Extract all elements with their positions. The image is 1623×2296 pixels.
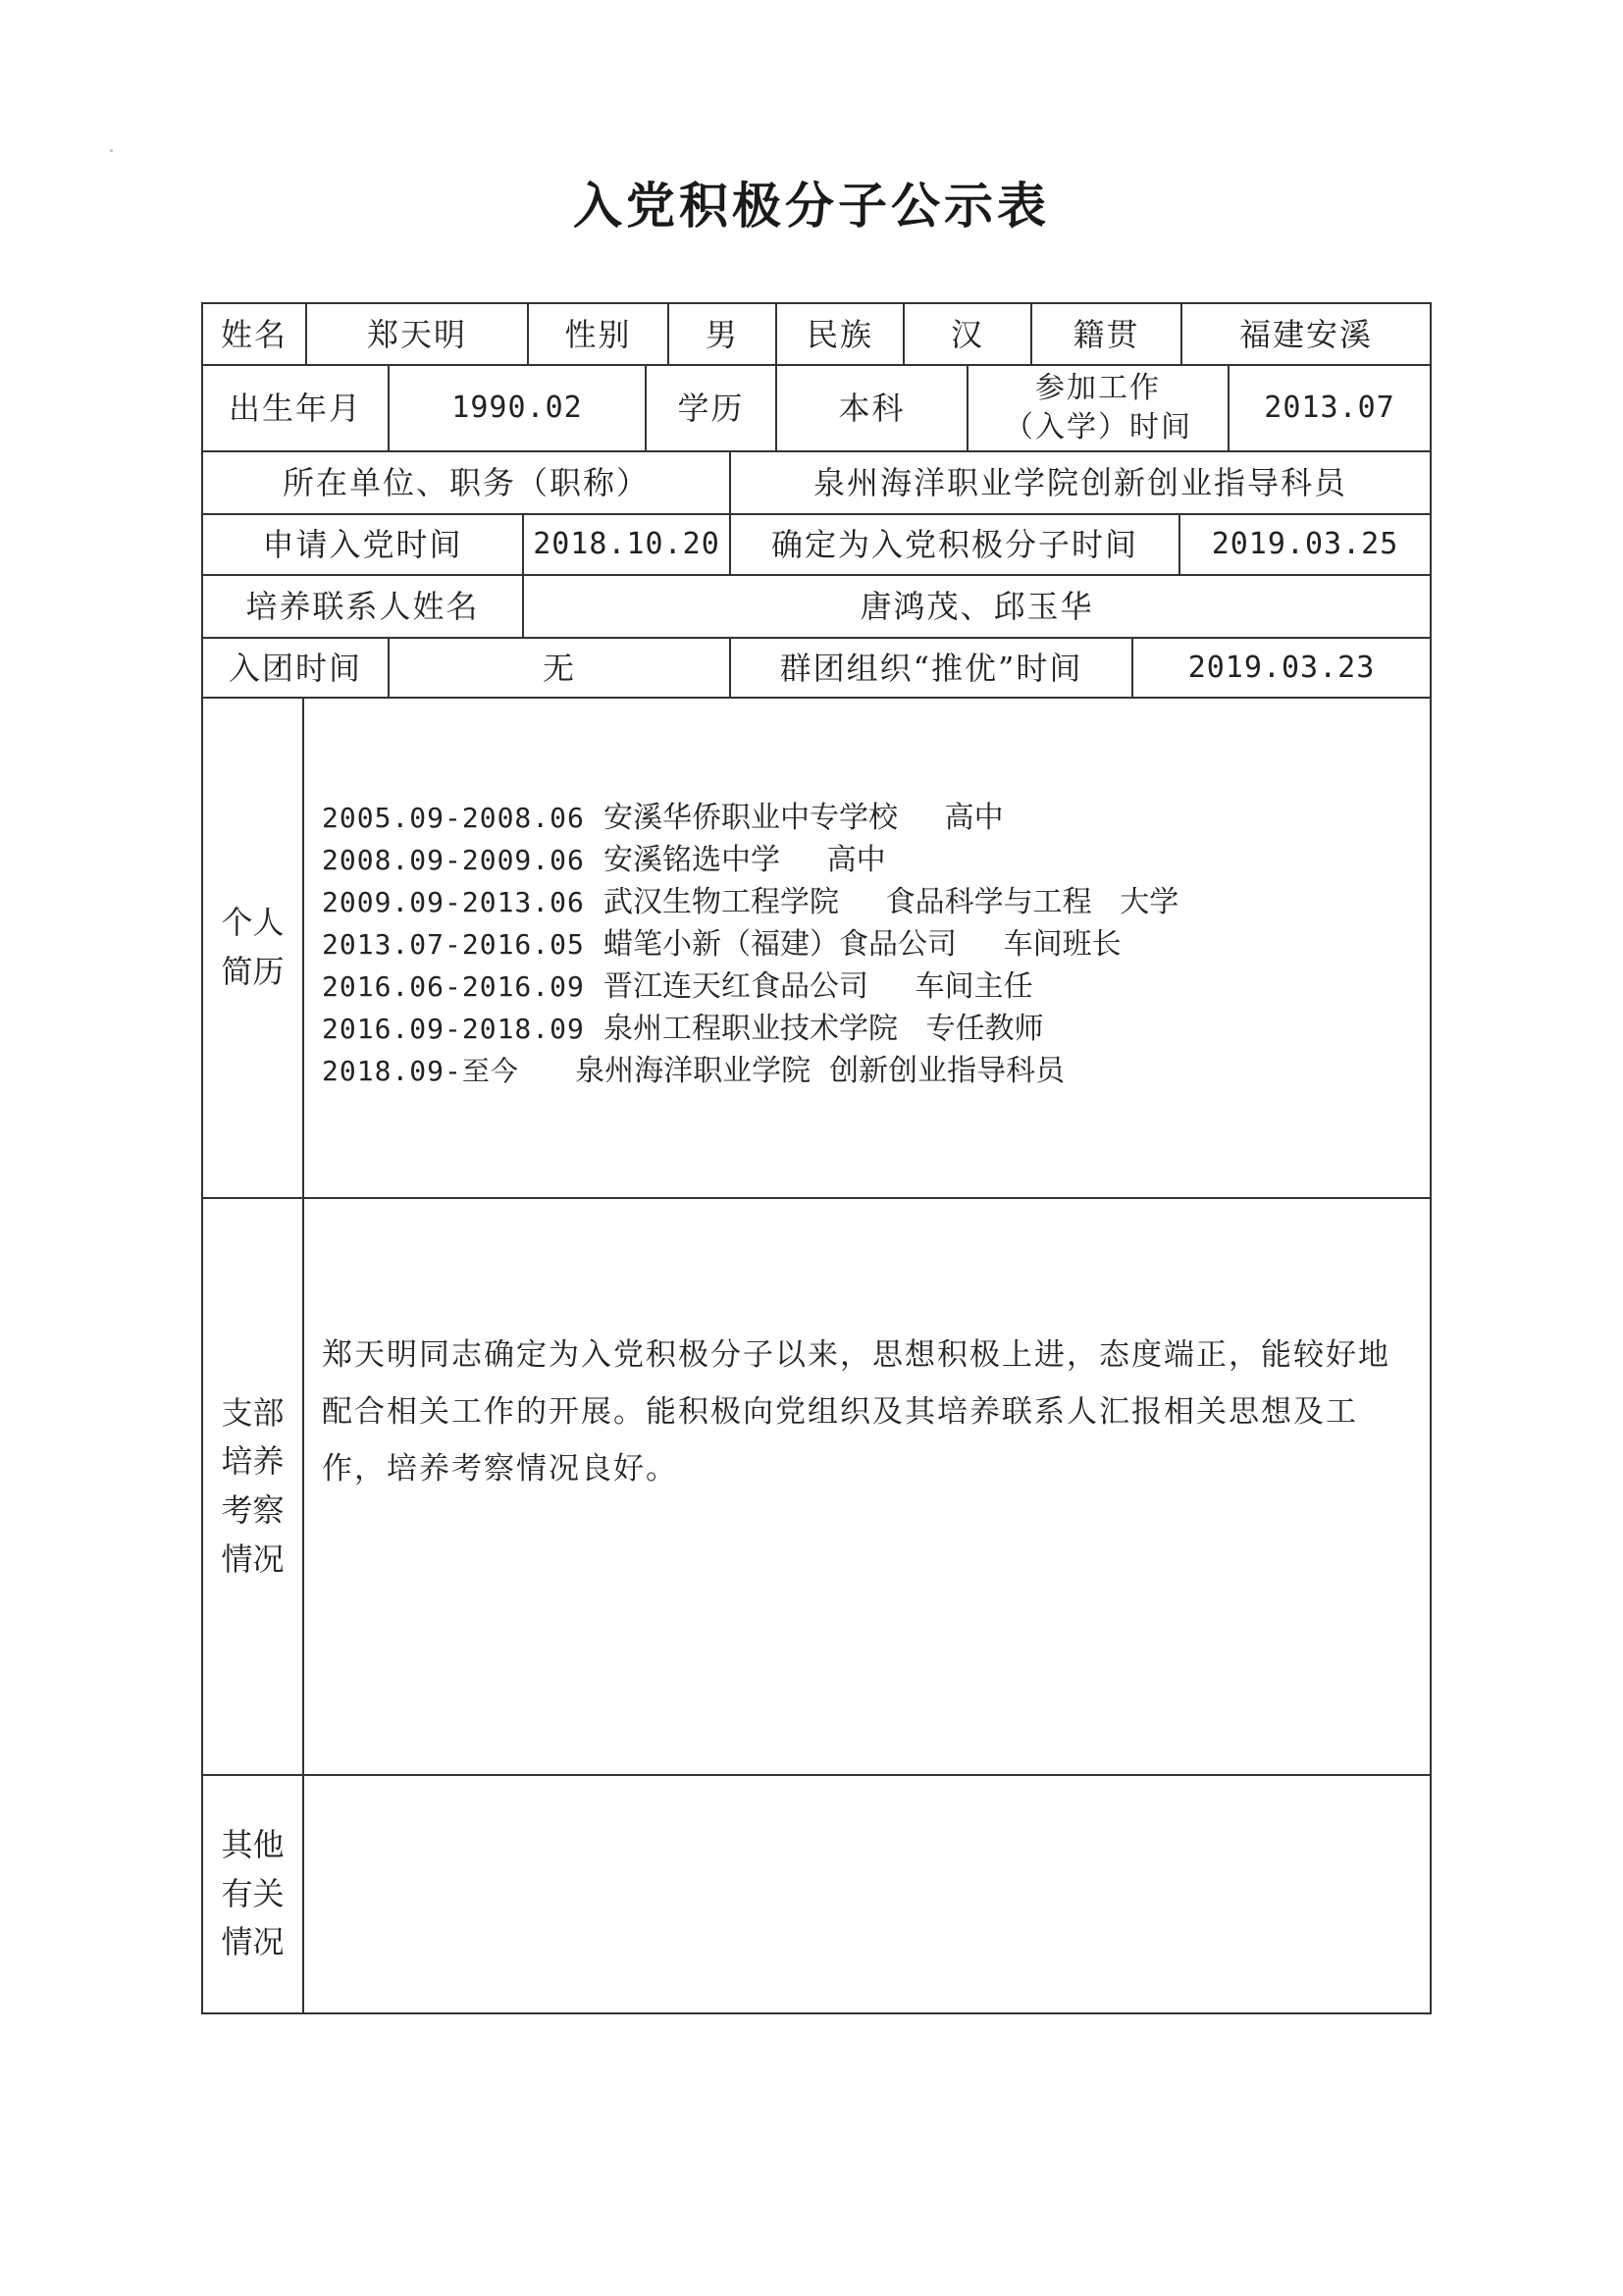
resume-entry-date: 2016.09-2018.09 bbox=[322, 1013, 585, 1045]
resume-entry bbox=[322, 965, 1178, 1008]
page-title: 入党积极分子公示表 bbox=[573, 178, 1050, 235]
resume-entry-date: 2016.06-2016.09 bbox=[322, 970, 585, 1003]
work-start-label-line2: （入学）时间 bbox=[1004, 410, 1192, 444]
league-date-value: 无 bbox=[390, 639, 731, 697]
contact-value: 唐鸿茂、邱玉华 bbox=[860, 588, 1094, 625]
gender-value: 男 bbox=[669, 304, 777, 364]
other-label: 其他有关情况 bbox=[221, 1826, 285, 1961]
name-value: 郑天明 bbox=[307, 304, 529, 364]
resume-entry bbox=[322, 839, 1178, 881]
section-assessment bbox=[203, 1199, 1430, 1776]
resume-entry-date: 2008.09-2009.06 bbox=[322, 844, 585, 876]
resume-label: 个人简历 bbox=[221, 904, 285, 990]
origin-value: 福建安溪 bbox=[1238, 315, 1373, 353]
resume-content bbox=[304, 699, 1430, 1197]
assessment-label-cell bbox=[203, 1199, 304, 1774]
section-resume bbox=[203, 699, 1430, 1199]
resume-label-cell bbox=[203, 699, 304, 1197]
resume-entry bbox=[322, 1050, 1178, 1092]
assessment-content bbox=[304, 1199, 1430, 1774]
resume-entry-date: 2005.09-2008.06 bbox=[322, 802, 585, 834]
other-label-cell bbox=[203, 1776, 304, 2012]
ethnicity-label: 民族 bbox=[777, 304, 905, 364]
name-label: 姓名 bbox=[203, 304, 307, 364]
section-other bbox=[203, 1776, 1430, 2012]
recommend-date-value: 2019.03.23 bbox=[1187, 650, 1376, 685]
row-application bbox=[203, 515, 1430, 576]
resume-list bbox=[322, 797, 1178, 1092]
resume-entry bbox=[322, 923, 1178, 965]
education-label: 学历 bbox=[647, 366, 777, 450]
row-unit bbox=[203, 452, 1430, 515]
row-basic-info bbox=[203, 304, 1430, 366]
unit-value: 泉州海洋职业学院创新创业指导科员 bbox=[812, 464, 1347, 501]
origin-label: 籍贯 bbox=[1032, 304, 1182, 364]
work-start-label-line1: 参加工作 bbox=[1035, 370, 1161, 405]
resume-entry bbox=[322, 797, 1178, 839]
resume-entry-text: 泉州海洋职业学院 创新创业指导科员 bbox=[518, 1054, 1066, 1088]
row-contact bbox=[203, 576, 1430, 639]
resume-entry-text: 武汉生物工程学院 食品科学与工程 大学 bbox=[584, 885, 1179, 919]
resume-entry bbox=[322, 881, 1178, 923]
birth-value: 1990.02 bbox=[390, 366, 647, 450]
activist-date-value: 2019.03.25 bbox=[1211, 527, 1399, 562]
unit-label: 所在单位、职务（职称） bbox=[203, 452, 731, 513]
resume-entry-text: 蜡笔小新（福建）食品公司 车间班长 bbox=[584, 927, 1122, 962]
resume-entry-text: 晋江连天红食品公司 车间主任 bbox=[584, 969, 1033, 1004]
gender-label: 性别 bbox=[529, 304, 669, 364]
resume-entry-text: 安溪铭选中学 高中 bbox=[584, 843, 886, 877]
resume-entry-text: 泉州工程职业技术学院 专任教师 bbox=[584, 1012, 1044, 1046]
resume-entry-date: 2009.09-2013.06 bbox=[322, 886, 585, 918]
birth-label: 出生年月 bbox=[203, 366, 390, 450]
row-birth-education bbox=[203, 366, 1430, 452]
ethnicity-value: 汉 bbox=[905, 304, 1032, 364]
recommend-date-label: 群团组织“推优”时间 bbox=[731, 639, 1133, 697]
resume-entry-text: 安溪华侨职业中专学校 高中 bbox=[584, 801, 1004, 835]
scan-speck bbox=[110, 149, 113, 152]
work-start-value: 2013.07 bbox=[1264, 391, 1395, 426]
resume-entry bbox=[322, 1008, 1178, 1050]
apply-date-label: 申请入党时间 bbox=[203, 515, 524, 574]
work-start-label bbox=[969, 366, 1230, 450]
resume-entry-date: 2013.07-2016.05 bbox=[322, 928, 585, 961]
resume-entry-date: 2018.09-至今 bbox=[322, 1055, 519, 1087]
league-date-label: 入团时间 bbox=[203, 639, 390, 697]
form-table bbox=[201, 302, 1432, 2014]
contact-label: 培养联系人姓名 bbox=[203, 576, 524, 637]
assessment-label: 支部培养考察情况 bbox=[221, 1393, 285, 1578]
education-value: 本科 bbox=[777, 366, 969, 450]
assessment-text: 郑天明同志确定为入党积极分子以来，思想积极上进，态度端正，能较好地配合相关工作的开展。能积极向党组织及其培养联系人汇报相关思想及工作，培养考察情况良好。 bbox=[322, 1337, 1390, 1487]
apply-date-value: 2018.10.20 bbox=[524, 515, 731, 574]
activist-date-label: 确定为入党积极分子时间 bbox=[731, 515, 1180, 574]
row-league bbox=[203, 639, 1430, 699]
other-content bbox=[304, 1776, 1430, 2012]
